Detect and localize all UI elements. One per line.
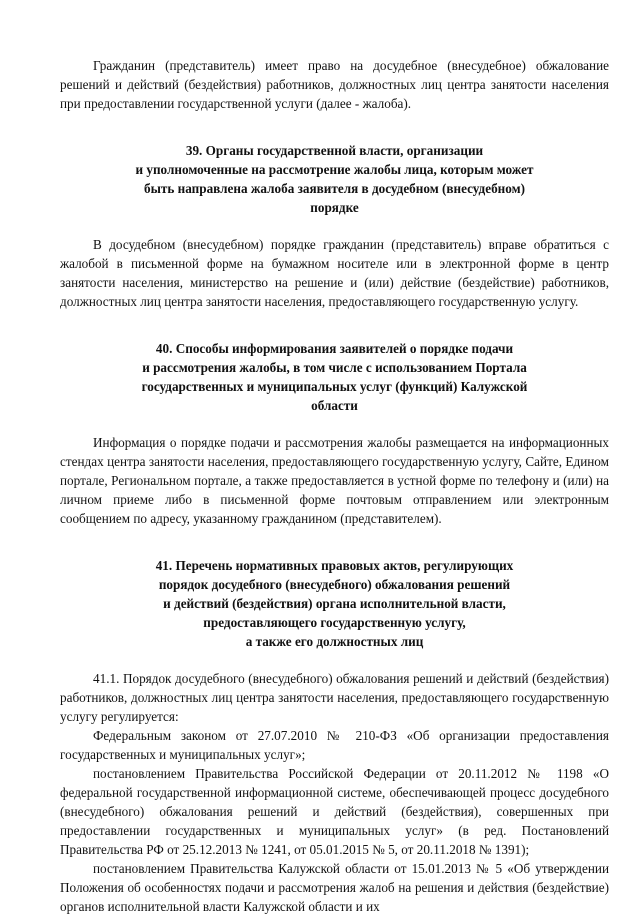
heading-line: предоставляющего государственную услугу, [203,615,466,630]
intro-paragraph: Гражданин (представитель) имеет право на досудебное (внесудебное) обжалование решений и действий (бездействия) работников, должностных лиц центра занятости населения при предоставлении государственной услуги (далее - жалоба). [60,58,609,111]
section-39-paragraph: В досудебном (внесудебном) порядке гражданин (представитель) вправе обратиться с жалобой в письменной форме на бумажном носителе или в электронной форме в центр занятости населения, министерство на решение и (или) действие (бездействие) работников, должностных лиц центра занятости населения, предоставляющего государственную услугу. [60,237,609,309]
section-39-heading [60,141,609,217]
heading-line: и действий (бездействия) органа исполнительной власти, [163,596,506,611]
heading-line: порядке [310,200,359,215]
section-41-paragraph-3: постановлением Правительства Российской Федерации от 20.11.2012 № 1198 «О федеральной государственной информационной системе, обеспечивающей процесс досудебного (внесудебного) обжалования решений и действий (бездействия), совершенных при предоставлении государственных и муниципальных услуг» (в ред. Постановлений Правительства РФ от 25.12.2013 № 1241, от 05.01.2015 № 5, от 20.11.2018 № 1391); [60,766,609,857]
document-page [60,56,609,916]
section-41-paragraph-1: 41.1. Порядок досудебного (внесудебного) обжалования решений и действий (бездействия) работников, должностных лиц центра занятости населения, предоставляющего государственную услугу регулируется: [60,671,609,724]
heading-line: и уполномоченные на рассмотрение жалобы лица, которым может [135,162,534,177]
heading-line: быть направлена жалоба заявителя в досудебном (внесудебном) [144,181,525,196]
section-40-paragraph: Информация о порядке подачи и рассмотрения жалобы размещается на информационных стендах центра занятости населения, предоставляющего государственную услугу, Сайте, Едином портале, Региональном портале, а также предоставляется в устной форме по телефону и (или) на личном приеме либо в письменной форме почтовым отправлением или электронным сообщением по адресу, указанному гражданином (представителем). [60,435,609,526]
heading-line: порядок досудебного (внесудебного) обжалования решений [158,577,511,592]
heading-line: 39. Органы государственной власти, организации [185,143,484,158]
section-41-paragraph-2: Федеральным законом от 27.07.2010 № 210-ФЗ «Об организации предоставления государственных и муниципальных услуг»; [60,728,609,762]
section-40-heading [60,339,609,415]
heading-line: государственных и муниципальных услуг (функций) Калужской [141,379,528,394]
heading-line: 40. Способы информирования заявителей о порядке подачи [155,341,514,356]
heading-line: области [311,398,358,413]
section-41-heading [60,556,609,651]
heading-line: 41. Перечень нормативных правовых актов, регулирующих [155,558,514,573]
heading-line: а также его должностных лиц [245,634,424,649]
section-41-paragraph-4: постановлением Правительства Калужской области от 15.01.2013 № 5 «Об утверждении Положения об особенностях подачи и рассмотрения жалоб на решения и действия (бездействие) органов исполнительной власти Калужской области и их [60,861,609,914]
heading-line: и рассмотрения жалобы, в том числе с использованием Портала [142,360,527,375]
